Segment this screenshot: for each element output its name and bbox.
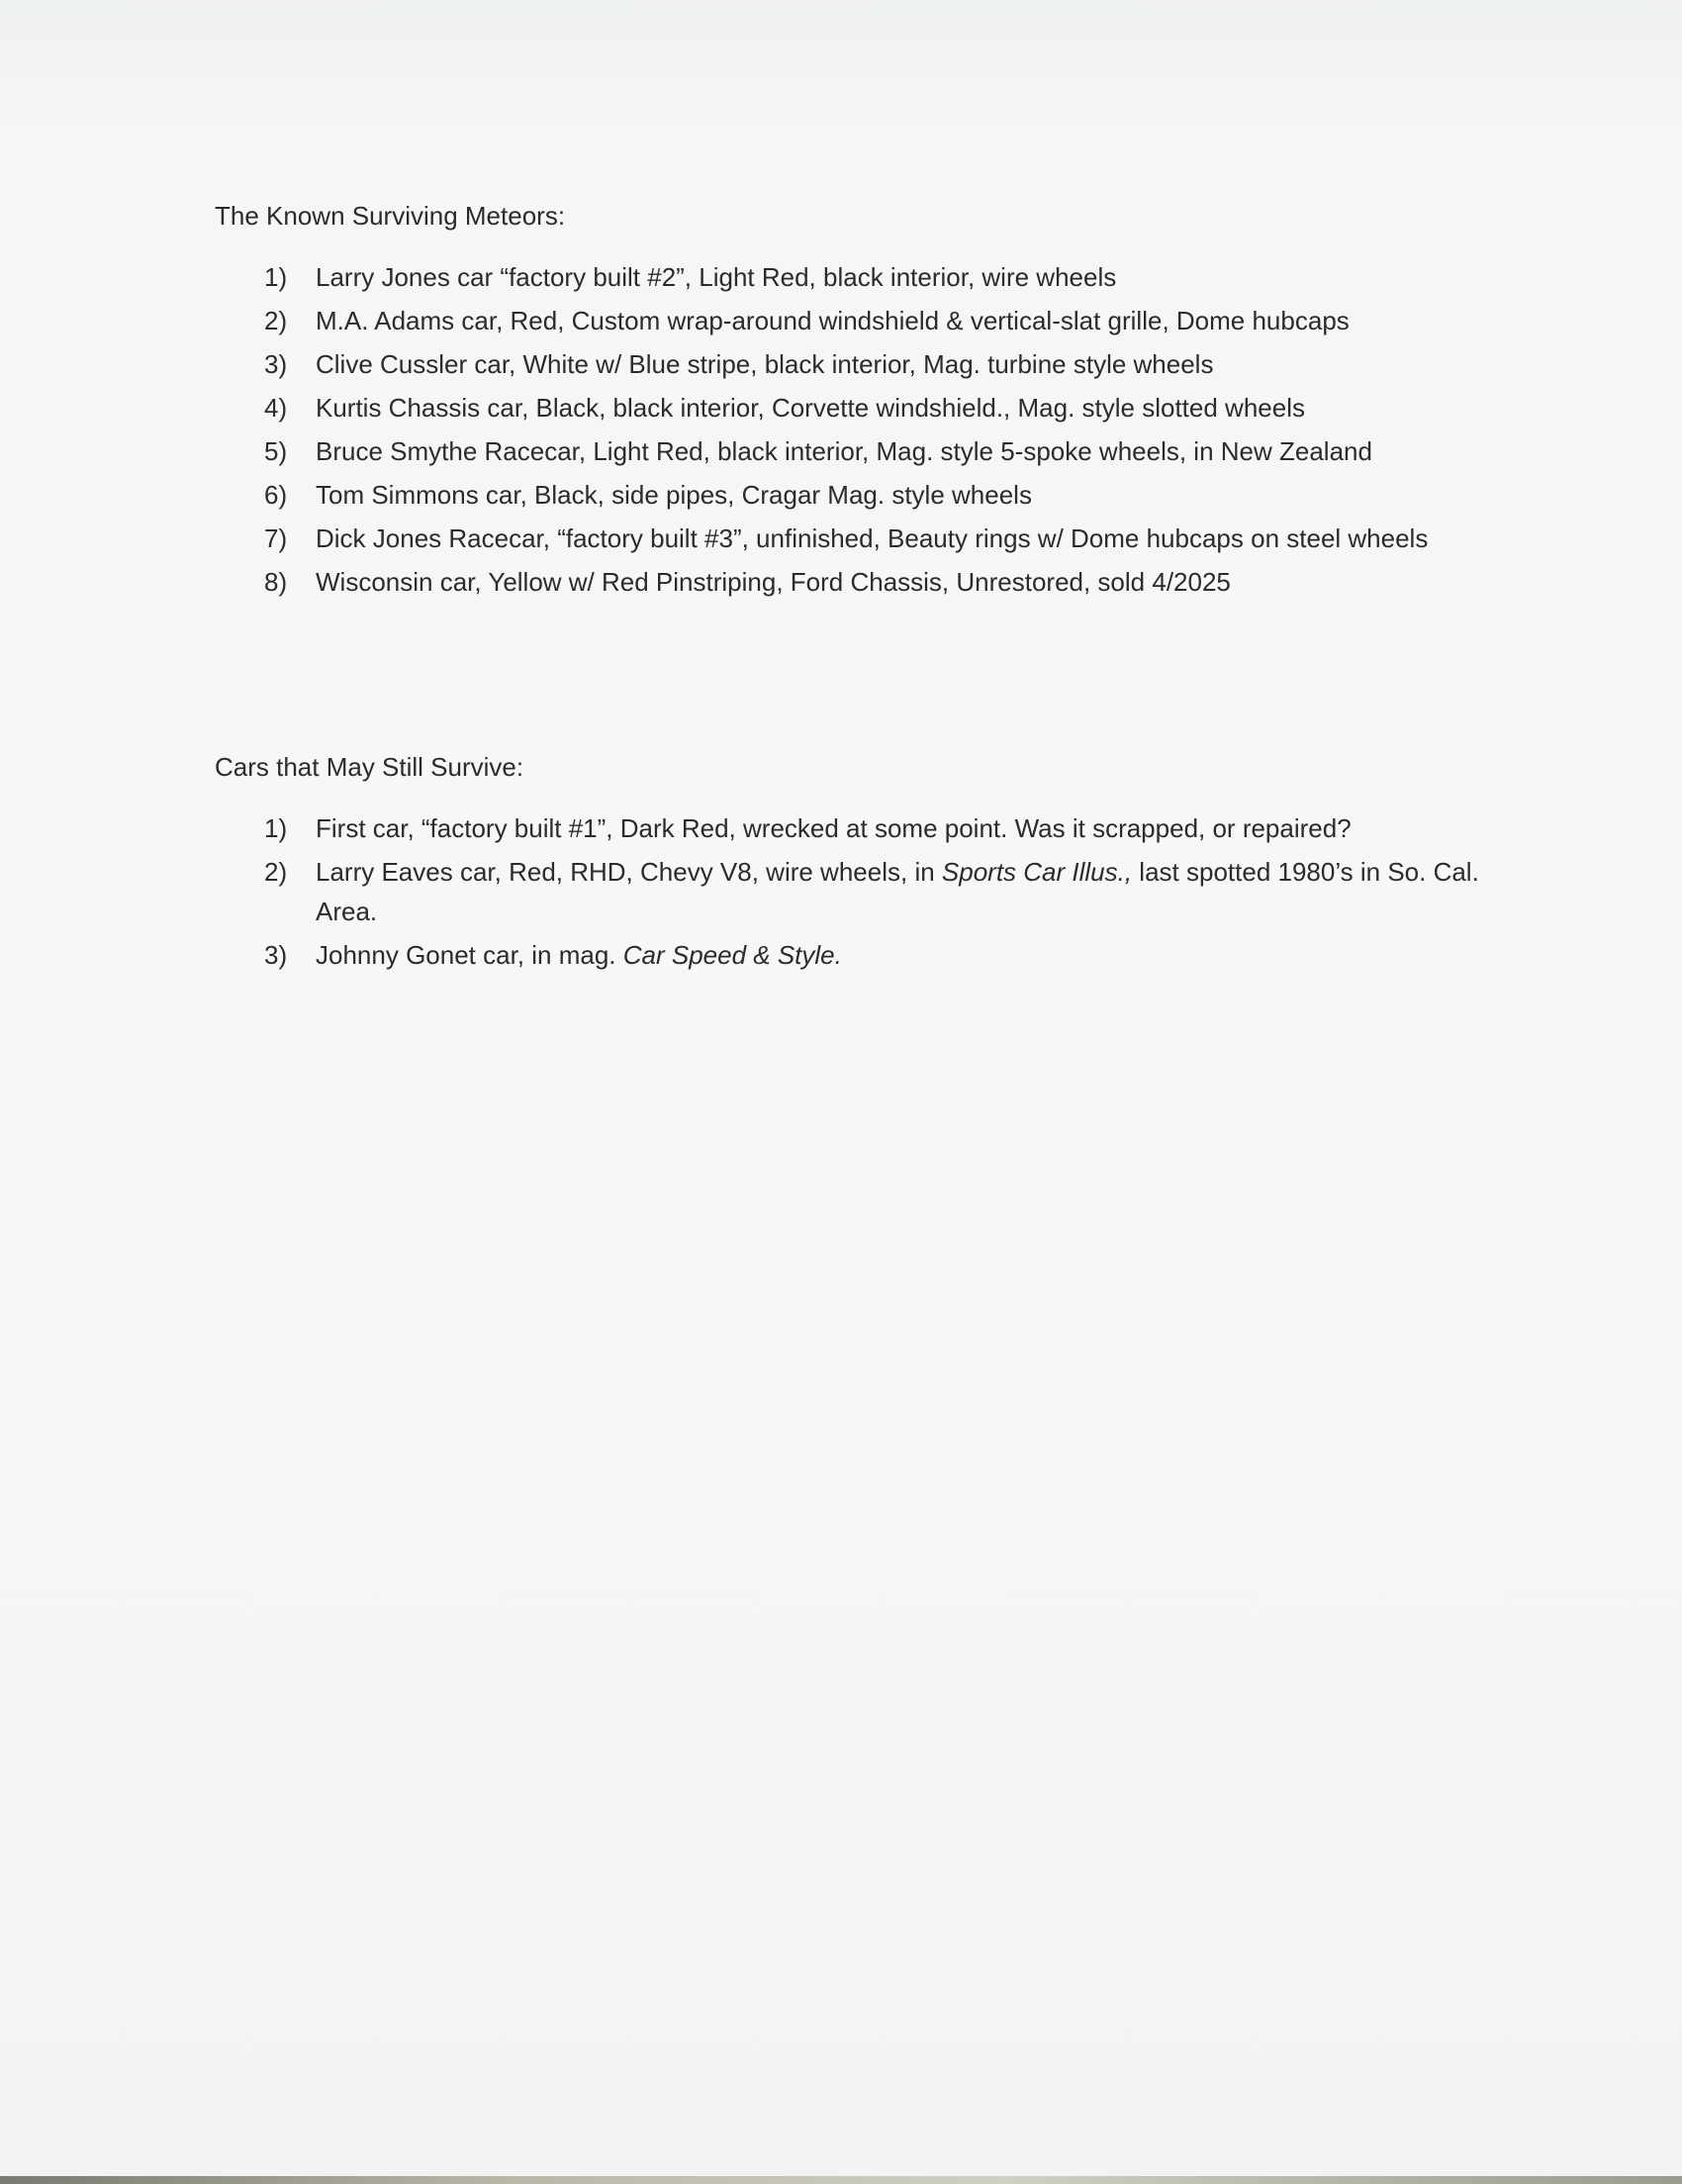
item-number: 3) <box>264 349 288 379</box>
item-text-end: last spotted 1980’s in So. Cal. Area. <box>316 857 1479 926</box>
item-number: 4) <box>264 393 288 423</box>
item-number: 6) <box>264 480 288 510</box>
may-survive-list <box>215 808 1501 975</box>
item-text: Bruce Smythe Racecar, Light Red, black interior, Mag. style 5-spoke wheels, in New Zealand <box>316 436 1372 466</box>
item-text-start: Johnny Gonet car, in mag. <box>316 940 623 970</box>
list-item <box>264 562 1501 602</box>
item-number: 7) <box>264 523 288 553</box>
list-item <box>264 431 1501 471</box>
item-number: 8) <box>264 567 288 597</box>
item-text: Clive Cussler car, White w/ Blue stripe, black interior, Mag. turbine style wheels <box>316 349 1214 379</box>
item-text: Dick Jones Racecar, “factory built #3”, unfinished, Beauty rings w/ Dome hubcaps on steel wheels <box>316 523 1429 553</box>
list-item <box>264 808 1501 848</box>
list-item <box>264 388 1501 427</box>
item-text: Larry Jones car “factory built #2”, Light Red, black interior, wire wheels <box>316 262 1117 292</box>
item-text <box>316 852 1501 931</box>
item-number: 3) <box>264 940 288 970</box>
item-text: M.A. Adams car, Red, Custom wrap-around windshield & vertical-slat grille, Dome hubcaps <box>316 306 1350 335</box>
known-surviving-heading: The Known Surviving Meteors: <box>215 201 566 231</box>
item-number: 1) <box>264 813 288 843</box>
known-surviving-list <box>215 257 1501 602</box>
magazine-title: Car Speed & Style. <box>622 940 842 970</box>
scan-bottom-edge <box>0 2176 1682 2184</box>
magazine-title: Sports Car Illus., <box>941 857 1133 887</box>
list-item <box>264 475 1501 515</box>
may-survive-heading: Cars that May Still Survive: <box>215 752 524 782</box>
list-item <box>264 852 1501 931</box>
list-item <box>264 344 1501 384</box>
item-text: Tom Simmons car, Black, side pipes, Cragar Mag. style wheels <box>316 480 1032 510</box>
list-item <box>264 519 1501 558</box>
item-text <box>316 935 1501 975</box>
may-survive-section <box>215 749 1501 979</box>
item-number: 1) <box>264 262 288 292</box>
known-surviving-section <box>215 198 1501 606</box>
list-item <box>264 935 1501 975</box>
item-text-start: Larry Eaves car, Red, RHD, Chevy V8, wire wheels, in <box>316 857 942 887</box>
item-text: Kurtis Chassis car, Black, black interior, Corvette windshield., Mag. style slotted wheels <box>316 393 1305 423</box>
item-number: 2) <box>264 306 288 335</box>
item-text: Wisconsin car, Yellow w/ Red Pinstriping, Ford Chassis, Unrestored, sold 4/2025 <box>316 567 1231 597</box>
item-number: 5) <box>264 436 288 466</box>
list-item <box>264 301 1501 340</box>
item-number: 2) <box>264 857 288 887</box>
item-text: First car, “factory built #1”, Dark Red, wrecked at some point. Was it scrapped, or repaired? <box>316 813 1352 843</box>
list-item <box>264 257 1501 297</box>
